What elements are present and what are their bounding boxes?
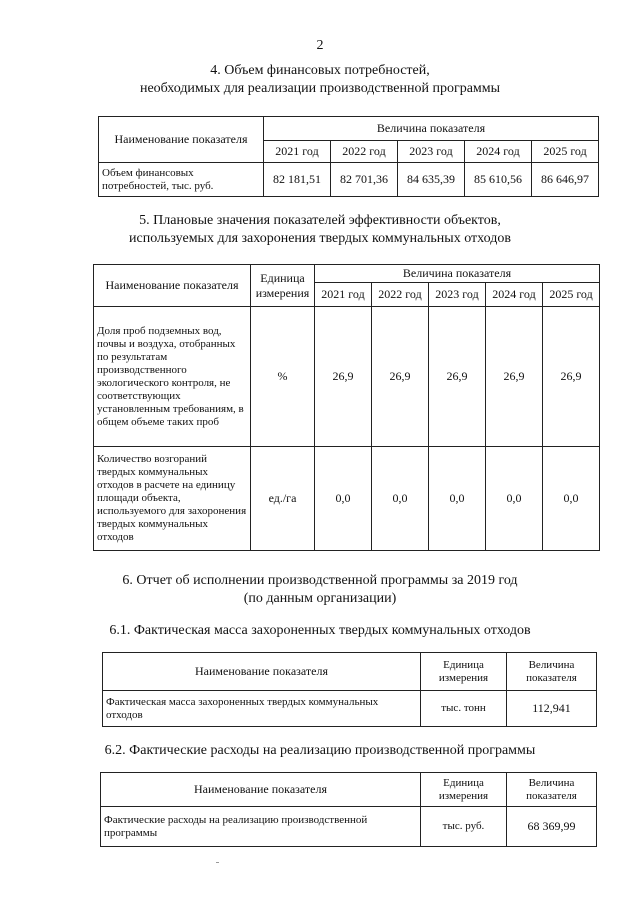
section-6-2-title: 6.2. Фактические расходы на реализацию производственной программы xyxy=(104,743,536,758)
table-row xyxy=(103,691,597,727)
row-label: Фактические расходы на реализацию производственной программы xyxy=(101,807,421,847)
cell-value: 0,0 xyxy=(429,447,486,551)
cell-value: 0,0 xyxy=(372,447,429,551)
section-6-title-line2: (по данным организации) xyxy=(243,591,397,606)
table-row xyxy=(94,307,600,447)
cell-value: 26,9 xyxy=(315,307,372,447)
actual-waste-mass-table xyxy=(102,652,597,727)
cell-value: 82 701,36 xyxy=(331,163,398,197)
section-6-title-line1: 6. Отчет об исполнении производственной программы за 2019 год xyxy=(122,573,518,588)
cell-value: 84 635,39 xyxy=(398,163,465,197)
section-6-1-title: 6.1. Фактическая масса захороненных твердых коммунальных отходов xyxy=(109,623,531,638)
row-unit: % xyxy=(251,307,315,447)
cell-value: 82 181,51 xyxy=(264,163,331,197)
cell-value: 0,0 xyxy=(543,447,600,551)
cell-value: 26,9 xyxy=(543,307,600,447)
scan-artifact xyxy=(216,862,219,863)
row-label: Фактическая масса захороненных твердых коммунальных отходов xyxy=(103,691,421,727)
row-unit: ед./га xyxy=(251,447,315,551)
header-year: 2022 год xyxy=(372,283,429,307)
cell-value: 112,941 xyxy=(507,691,597,727)
page-number: 2 xyxy=(316,38,324,53)
header-unit: Единица измерения xyxy=(421,653,507,691)
section-4-title-line1: 4. Объем финансовых потребностей, xyxy=(210,63,430,78)
section-6-title xyxy=(0,572,640,608)
header-indicator-name: Наименование показателя xyxy=(94,265,251,307)
header-year: 2025 год xyxy=(543,283,600,307)
header-year: 2023 год xyxy=(429,283,486,307)
header-indicator-name: Наименование показателя xyxy=(101,773,421,807)
table-row xyxy=(101,807,597,847)
section-5-title-line1: 5. Плановые значения показателей эффективности объектов, xyxy=(139,213,501,228)
row-unit: тыс. тонн xyxy=(421,691,507,727)
cell-value: 0,0 xyxy=(315,447,372,551)
header-year: 2021 год xyxy=(315,283,372,307)
section-5-title xyxy=(0,212,640,248)
cell-value: 26,9 xyxy=(429,307,486,447)
header-year: 2021 год xyxy=(264,141,331,163)
header-indicator-value: Величина показателя xyxy=(315,265,600,283)
row-unit: тыс. руб. xyxy=(421,807,507,847)
row-label: Количество возгораний твердых коммунальных отходов в расчете на единицу площади объекта, используемого для захоронения твердых коммунальных отходов xyxy=(94,447,251,551)
row-label: Доля проб подземных вод, почвы и воздуха, отобранных по результатам производственного экологического контроля, не соответствующих установленным требованиям, в общем объеме таких проб xyxy=(94,307,251,447)
row-label: Объем финансовых потребностей, тыс. руб. xyxy=(99,163,264,197)
header-year: 2022 год xyxy=(331,141,398,163)
actual-expenses-table xyxy=(100,772,597,847)
table-row xyxy=(94,447,600,551)
cell-value: 86 646,97 xyxy=(532,163,599,197)
cell-value: 0,0 xyxy=(486,447,543,551)
header-unit: Единица измерения xyxy=(251,265,315,307)
section-5-title-line2: используемых для захоронения твердых коммунальных отходов xyxy=(129,231,511,246)
header-indicator-value: Величина показателя xyxy=(507,773,597,807)
efficiency-indicators-table xyxy=(93,264,600,551)
section-4-title xyxy=(0,62,640,98)
header-indicator-value: Величина показателя xyxy=(507,653,597,691)
header-year: 2023 год xyxy=(398,141,465,163)
financial-needs-table xyxy=(98,116,599,197)
table-row xyxy=(99,163,599,197)
header-indicator-value: Величина показателя xyxy=(264,117,599,141)
cell-value: 68 369,99 xyxy=(507,807,597,847)
header-indicator-name: Наименование показателя xyxy=(99,117,264,163)
header-year: 2024 год xyxy=(465,141,532,163)
header-indicator-name: Наименование показателя xyxy=(103,653,421,691)
header-unit: Единица измерения xyxy=(421,773,507,807)
header-year: 2025 год xyxy=(532,141,599,163)
header-year: 2024 год xyxy=(486,283,543,307)
section-4-title-line2: необходимых для реализации производственной программы xyxy=(139,81,501,96)
cell-value: 85 610,56 xyxy=(465,163,532,197)
cell-value: 26,9 xyxy=(372,307,429,447)
cell-value: 26,9 xyxy=(486,307,543,447)
